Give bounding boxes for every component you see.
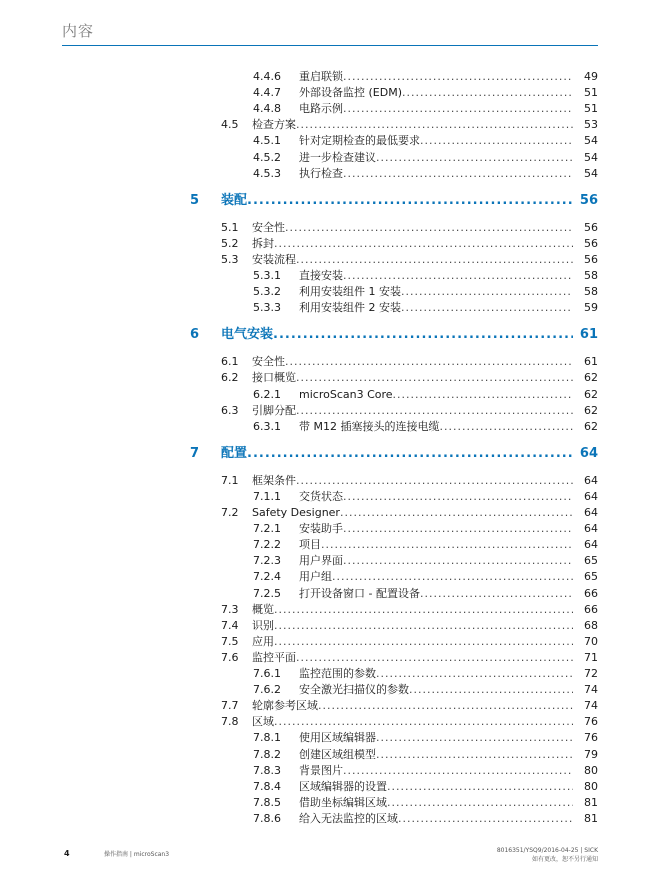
toc-entry[interactable] xyxy=(0,682,662,698)
toc-entry-page: 59 xyxy=(584,301,598,315)
toc-chapter-entry[interactable] xyxy=(0,192,662,210)
footer-page-number: 4 xyxy=(64,849,70,858)
toc-entry[interactable] xyxy=(0,150,662,166)
toc-entry[interactable] xyxy=(0,505,662,521)
toc-entry-title: 利用安装组件 1 安装 xyxy=(299,285,401,299)
toc-leader-dots xyxy=(398,811,573,827)
toc-leader-dots xyxy=(420,133,573,149)
toc-leader-dots xyxy=(274,602,573,618)
toc-leader-dots xyxy=(343,268,573,284)
toc-leader-dots xyxy=(332,569,573,585)
toc-chapter-entry[interactable] xyxy=(0,326,662,344)
toc-entry-page: 81 xyxy=(584,795,598,809)
toc-entry-page: 56 xyxy=(584,252,598,266)
toc-leader-dots xyxy=(273,326,573,344)
toc-leader-dots xyxy=(247,445,573,463)
toc-entry[interactable] xyxy=(0,795,662,811)
toc-entry-page: 66 xyxy=(584,602,598,616)
toc-entry-number: 7.2.2 xyxy=(253,538,281,552)
toc-entry-number: 7.6 xyxy=(221,650,239,664)
toc-entry-number: 7.1.1 xyxy=(253,489,281,503)
toc-entry-page: 76 xyxy=(584,731,598,745)
toc-entry-page: 49 xyxy=(584,70,598,83)
toc-entry-number: 7.2.1 xyxy=(253,522,281,536)
toc-leader-dots xyxy=(274,714,573,730)
toc-leader-dots xyxy=(387,795,573,811)
toc-entry[interactable] xyxy=(0,779,662,795)
toc-entry-page: 74 xyxy=(584,699,598,713)
toc-entry-title: 安装流程 xyxy=(252,252,296,266)
toc-entry-number: 4.4.8 xyxy=(253,102,281,116)
toc-leader-dots xyxy=(296,403,573,419)
toc-entry[interactable] xyxy=(0,268,662,284)
toc-entry-number: 6.3.1 xyxy=(253,419,281,433)
toc-entry[interactable] xyxy=(0,698,662,714)
toc-entry-title: 区域编辑器的设置 xyxy=(299,779,387,793)
toc-entry-title: 拆封 xyxy=(252,236,274,250)
toc-entry-title: 进一步检查建议 xyxy=(299,150,376,164)
toc-entry-number: 6.2.1 xyxy=(253,387,281,401)
toc-entry-page: 64 xyxy=(584,538,598,552)
toc-entry-page: 64 xyxy=(584,522,598,536)
toc-entry-title: 检查方案 xyxy=(252,118,296,132)
toc-leader-dots xyxy=(343,553,573,569)
toc-entry-title: 给入无法监控的区域 xyxy=(299,811,398,825)
toc-leader-dots xyxy=(343,166,573,182)
toc-entry-page: 54 xyxy=(584,150,598,164)
toc-entry-number: 7 xyxy=(190,445,200,461)
toc-entry-title: 配置 xyxy=(221,445,248,461)
toc-entry[interactable] xyxy=(0,602,662,618)
toc-entry-title: 概览 xyxy=(252,602,274,616)
toc-entry-number: 7.8.2 xyxy=(253,747,281,761)
toc-entry-title: 识别 xyxy=(252,618,274,632)
toc-entry-page: 65 xyxy=(584,554,598,568)
toc-leader-dots xyxy=(401,300,573,316)
toc-entry-page: 64 xyxy=(584,506,598,519)
toc-entry-page: 56 xyxy=(584,236,598,250)
toc-leader-dots xyxy=(376,730,573,746)
toc-entry-number: 7.2.3 xyxy=(253,554,281,568)
toc-entry[interactable] xyxy=(0,101,662,117)
toc-entry-page: 70 xyxy=(584,634,598,648)
toc-entry-number: 4.4.6 xyxy=(253,70,281,83)
toc-entry-page: 81 xyxy=(584,811,598,825)
toc-entry[interactable] xyxy=(0,403,662,419)
toc-entry[interactable] xyxy=(0,354,662,370)
toc-entry-title: 创建区域组模型 xyxy=(299,747,376,761)
toc-entry[interactable] xyxy=(0,553,662,569)
toc-entry-number: 7.6.2 xyxy=(253,683,281,697)
toc-entry-number: 5.2 xyxy=(221,236,239,250)
toc-leader-dots xyxy=(318,698,573,714)
footer-document-info xyxy=(497,846,598,864)
toc-entry-title: 执行检查 xyxy=(299,166,343,180)
toc-entry-number: 4.4.7 xyxy=(253,86,281,100)
toc-entry-page: 51 xyxy=(584,86,598,100)
toc-entry-title: 用户组 xyxy=(299,570,332,584)
toc-entry[interactable] xyxy=(0,586,662,602)
toc-entry-title: Safety Designer xyxy=(252,506,340,519)
toc-entry-page: 53 xyxy=(584,118,598,132)
toc-entry-title: 利用安装组件 2 安装 xyxy=(299,301,401,315)
toc-entry-number: 5 xyxy=(190,192,200,208)
toc-entry[interactable] xyxy=(0,747,662,763)
toc-entry-number: 6 xyxy=(190,327,200,343)
toc-entry-number: 7.7 xyxy=(221,699,239,713)
toc-leader-dots xyxy=(247,192,573,210)
toc-entry-number: 6.1 xyxy=(221,355,239,369)
toc-leader-dots xyxy=(420,586,573,602)
toc-entry-page: 54 xyxy=(584,166,598,180)
toc-entry-title: 安全性 xyxy=(252,220,285,234)
toc-entry-title: 使用区域编辑器 xyxy=(299,731,376,745)
toc-entry-page: 68 xyxy=(584,618,598,632)
toc-leader-dots xyxy=(376,747,573,763)
toc-entry-number: 5.3 xyxy=(221,252,239,266)
toc-entry[interactable] xyxy=(0,117,662,133)
toc-entry-title: 交货状态 xyxy=(299,489,343,503)
toc-entry[interactable] xyxy=(0,236,662,252)
toc-leader-dots xyxy=(343,763,573,779)
toc-leader-dots xyxy=(439,419,573,435)
toc-entry-number: 4.5 xyxy=(221,118,239,132)
toc-entry-number: 7.1 xyxy=(221,473,239,487)
toc-entry-number: 4.5.2 xyxy=(253,150,281,164)
toc-entry[interactable] xyxy=(0,811,662,827)
toc-entry[interactable] xyxy=(0,69,662,85)
toc-leader-dots xyxy=(340,505,573,521)
toc-entry-number: 7.8 xyxy=(221,715,239,729)
toc-leader-dots xyxy=(285,220,573,236)
toc-entry-page: 62 xyxy=(584,387,598,401)
toc-entry-number: 7.2 xyxy=(221,506,239,519)
toc-entry[interactable] xyxy=(0,166,662,182)
toc-entry-title: 装配 xyxy=(221,192,248,208)
toc-entry-number: 7.8.4 xyxy=(253,779,281,793)
toc-leader-dots xyxy=(321,537,573,553)
toc-entry[interactable] xyxy=(0,537,662,553)
toc-entry-number: 5.1 xyxy=(221,220,239,234)
toc-entry-page: 58 xyxy=(584,285,598,299)
toc-entry-title: 直接安装 xyxy=(299,269,343,282)
toc-entry-page: 64 xyxy=(584,489,598,503)
toc-entry-title: 轮廓参考区域 xyxy=(252,699,318,713)
toc-leader-dots xyxy=(274,236,573,252)
toc-entry-title: microScan3 Core xyxy=(299,387,393,401)
toc-leader-dots xyxy=(387,779,573,795)
toc-leader-dots xyxy=(274,618,573,634)
toc-entry-title: 项目 xyxy=(299,538,321,552)
toc-entry-number: 5.3.2 xyxy=(253,285,281,299)
toc-entry-title: 借助坐标编辑区域 xyxy=(299,795,387,809)
toc-entry-number: 7.2.5 xyxy=(253,586,281,600)
toc-leader-dots xyxy=(296,473,573,489)
toc-entry-page: 79 xyxy=(584,747,598,761)
page-header-title: 内容 xyxy=(62,22,95,40)
toc-entry[interactable] xyxy=(0,252,662,268)
toc-entry-page: 56 xyxy=(584,220,598,234)
toc-entry-title: 框架条件 xyxy=(252,473,296,487)
toc-entry[interactable] xyxy=(0,85,662,101)
toc-entry-title: 电气安装 xyxy=(221,327,274,343)
toc-entry-page: 71 xyxy=(584,650,598,664)
toc-entry[interactable] xyxy=(0,133,662,149)
toc-leader-dots xyxy=(285,354,573,370)
toc-entry-number: 7.8.6 xyxy=(253,811,281,825)
toc-entry-title: 带 M12 插塞接头的连接电缆 xyxy=(299,419,440,433)
toc-entry-number: 7.3 xyxy=(221,602,239,616)
toc-entry-title: 监控范围的参数 xyxy=(299,667,376,680)
toc-entry-title: 引脚分配 xyxy=(252,403,296,417)
toc-entry-title: 区域 xyxy=(252,715,274,729)
toc-entry[interactable] xyxy=(0,284,662,300)
toc-entry-title: 安装助手 xyxy=(299,522,343,536)
toc-entry[interactable] xyxy=(0,666,662,682)
toc-entry-number: 7.4 xyxy=(221,618,239,632)
toc-entry-page: 72 xyxy=(584,667,598,680)
toc-leader-dots xyxy=(409,682,573,698)
toc-entry-page: 62 xyxy=(584,403,598,417)
toc-entry-number: 6.2 xyxy=(221,371,239,385)
toc-entry-number: 5.3.1 xyxy=(253,269,281,282)
toc-entry[interactable] xyxy=(0,387,662,403)
toc-entry-number: 7.6.1 xyxy=(253,667,281,680)
toc-leader-dots xyxy=(402,85,573,101)
toc-entry-title: 安全激光扫描仪的参数 xyxy=(299,683,409,697)
toc-entry-page: 56 xyxy=(579,192,598,208)
toc-leader-dots xyxy=(376,666,573,682)
toc-entry[interactable] xyxy=(0,521,662,537)
toc-leader-dots xyxy=(274,634,573,650)
toc-entry-number: 5.3.3 xyxy=(253,301,281,315)
toc-entry-page: 66 xyxy=(584,586,598,600)
toc-entry-title: 背景图片 xyxy=(299,763,343,777)
toc-entry-number: 7.8.3 xyxy=(253,763,281,777)
toc-entry-title: 接口概览 xyxy=(252,371,296,385)
toc-entry-page: 80 xyxy=(584,763,598,777)
toc-entry-title: 监控平面 xyxy=(252,650,296,664)
toc-entry[interactable] xyxy=(0,650,662,666)
toc-entry-page: 64 xyxy=(579,445,598,461)
toc-leader-dots xyxy=(393,387,573,403)
toc-entry[interactable] xyxy=(0,220,662,236)
toc-entry-page: 80 xyxy=(584,779,598,793)
toc-entry-title: 打开设备窗口 - 配置设备 xyxy=(299,586,420,600)
toc-leader-dots xyxy=(343,521,573,537)
toc-leader-dots xyxy=(376,150,573,166)
footer-document-title: 操作指南 | microScan3 xyxy=(104,851,170,858)
toc-leader-dots xyxy=(343,489,573,505)
toc-chapter-entry[interactable] xyxy=(0,445,662,463)
toc-entry[interactable] xyxy=(0,714,662,730)
toc-entry-title: 针对定期检查的最低要求 xyxy=(299,134,420,148)
toc-entry[interactable] xyxy=(0,419,662,435)
toc-entry[interactable] xyxy=(0,473,662,489)
footer-document-id: 8016351/YSQ9/2016-04-25 | SICK xyxy=(496,847,598,854)
toc-entry-number: 7.8.5 xyxy=(253,795,281,809)
toc-leader-dots xyxy=(343,69,573,85)
toc-entry-page: 76 xyxy=(584,715,598,729)
toc-entry-page: 74 xyxy=(584,683,598,697)
toc-entry-title: 重启联锁 xyxy=(299,70,343,83)
toc-entry-title: 电路示例 xyxy=(299,102,343,116)
toc-entry[interactable] xyxy=(0,618,662,634)
toc-entry-number: 4.5.1 xyxy=(253,134,281,148)
toc-leader-dots xyxy=(401,284,573,300)
toc-entry-number: 7.5 xyxy=(221,634,239,648)
toc-entry-title: 外部设备监控 (EDM) xyxy=(299,86,402,100)
toc-entry[interactable] xyxy=(0,634,662,650)
toc-entry-page: 58 xyxy=(584,269,598,282)
toc-leader-dots xyxy=(343,101,573,117)
toc-entry-page: 64 xyxy=(584,473,598,487)
toc-entry-page: 61 xyxy=(584,355,598,369)
toc-entry-page: 62 xyxy=(584,371,598,385)
toc-entry-page: 65 xyxy=(584,570,598,584)
toc-leader-dots xyxy=(296,370,573,386)
toc-entry-page: 62 xyxy=(584,419,598,433)
toc-entry[interactable] xyxy=(0,763,662,779)
toc-leader-dots xyxy=(296,117,573,133)
toc-entry[interactable] xyxy=(0,300,662,316)
toc-entry-page: 61 xyxy=(579,327,598,343)
toc-leader-dots xyxy=(296,252,573,268)
toc-entry-number: 7.2.4 xyxy=(253,570,281,584)
toc-entry-title: 安全性 xyxy=(252,355,285,369)
toc-leader-dots xyxy=(296,650,573,666)
toc-entry-number: 4.5.3 xyxy=(253,166,281,180)
toc-entry-number: 6.3 xyxy=(221,403,239,417)
toc-entry[interactable] xyxy=(0,370,662,386)
toc-entry-title: 应用 xyxy=(252,634,274,648)
toc-entry-page: 51 xyxy=(584,102,598,116)
toc-entry[interactable] xyxy=(0,730,662,746)
toc-entry-title: 用户界面 xyxy=(299,554,343,568)
toc-entry[interactable] xyxy=(0,569,662,585)
toc-entry[interactable] xyxy=(0,489,662,505)
toc-entry-number: 7.8.1 xyxy=(253,731,281,745)
footer-notice: 如有更改，恕不另行通知 xyxy=(531,856,598,863)
toc-entry-page: 54 xyxy=(584,134,598,148)
